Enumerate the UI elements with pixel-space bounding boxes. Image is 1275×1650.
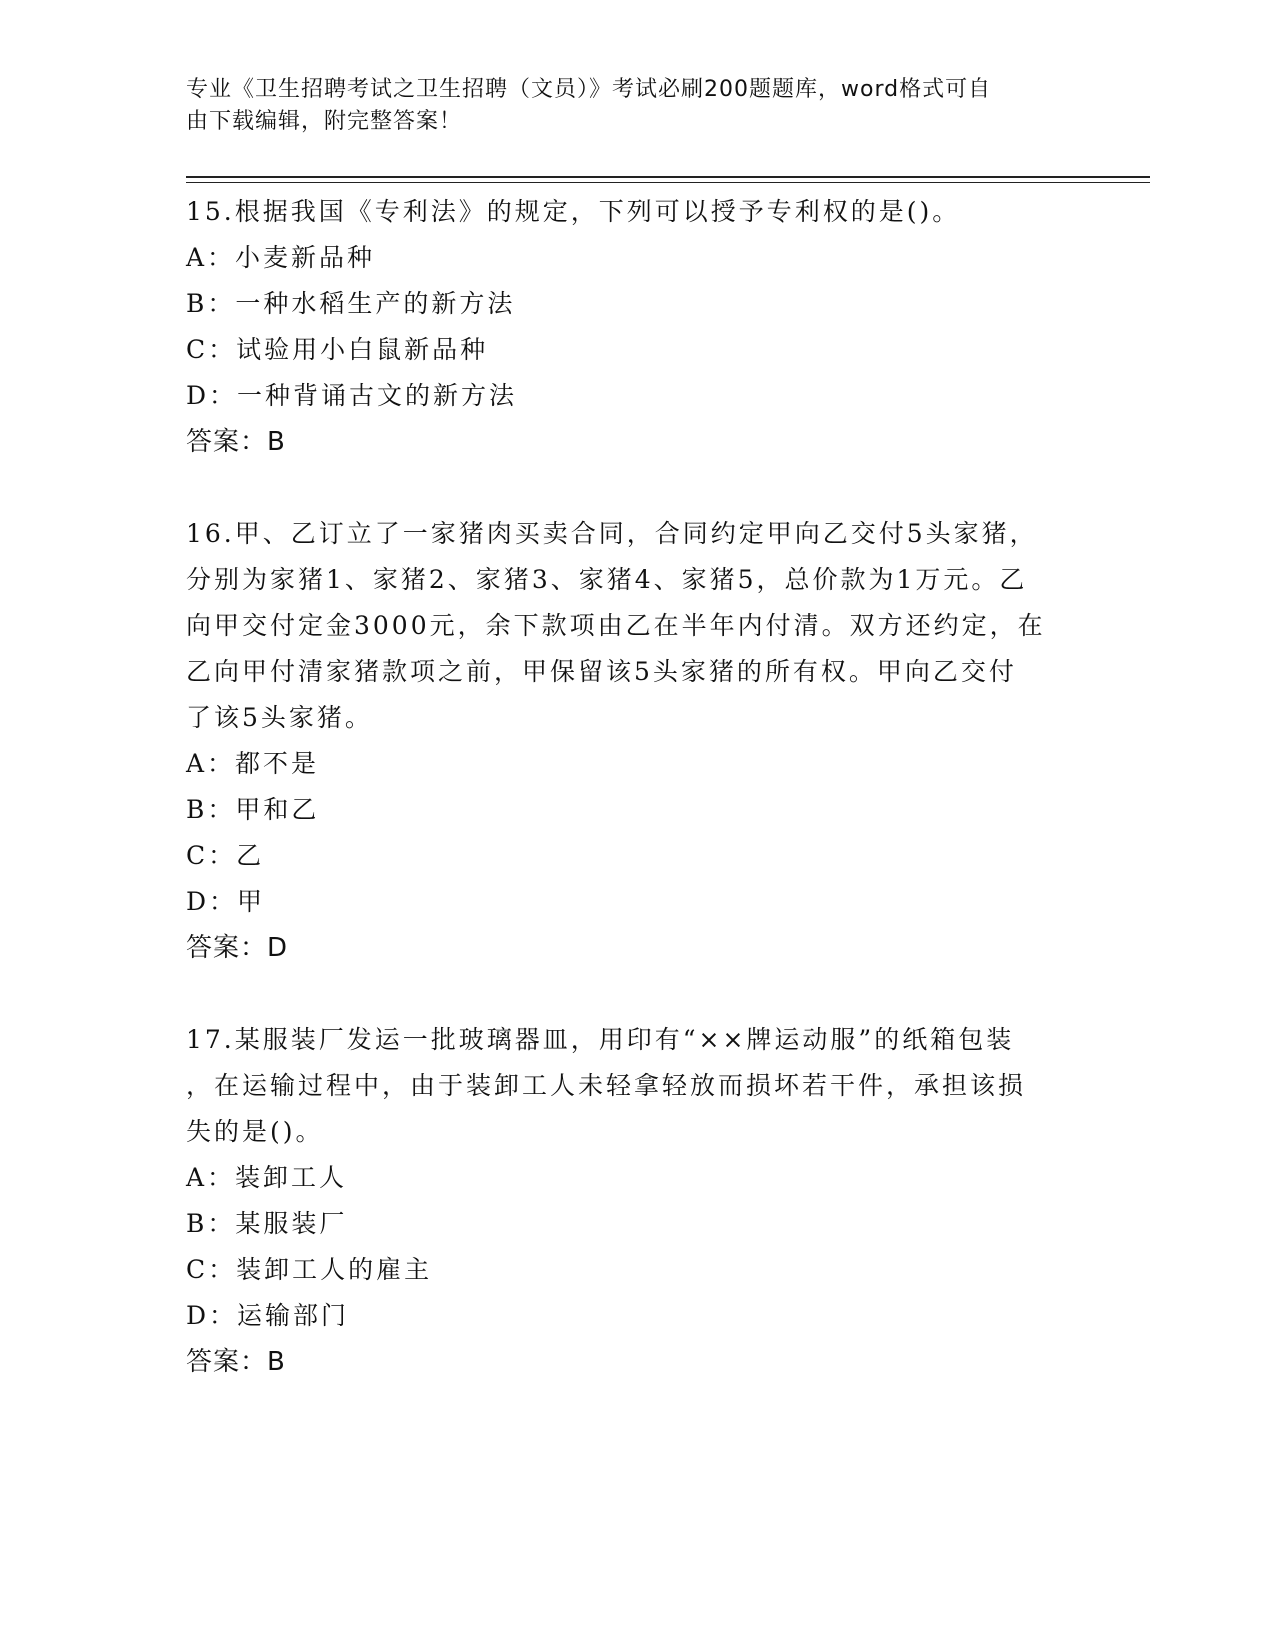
- option-a: A：都不是: [186, 749, 320, 778]
- option-a: A：装卸工人: [186, 1163, 348, 1192]
- question-stem-line: 15.根据我国《专利法》的规定，下列可以授予专利权的是()。: [186, 197, 961, 226]
- question-spacer: [186, 465, 1086, 511]
- question-list: [186, 189, 1086, 1385]
- option-b: B：甲和乙: [186, 795, 320, 824]
- document-header: [186, 74, 1086, 138]
- option-c: C：试验用小白鼠新品种: [186, 335, 489, 364]
- option-c: C：装卸工人的雇主: [186, 1255, 433, 1284]
- option-c: C：乙: [186, 841, 265, 870]
- answer: 答案：D: [186, 933, 289, 963]
- header-line-1: 专业《卫生招聘考试之卫生招聘（文员）》考试必刷200题题库，word格式可自: [186, 77, 992, 102]
- question-16: [186, 511, 1086, 971]
- question-stem-line: 分别为家猪1、家猪2、家猪3、家猪4、家猪5，总价款为1万元。乙: [186, 565, 1028, 594]
- option-b: B：某服装厂: [186, 1209, 348, 1238]
- option-d: D：一种背诵古文的新方法: [186, 381, 518, 410]
- question-spacer: [186, 971, 1086, 1017]
- question-stem-line: ，在运输过程中，由于装卸工人未轻拿轻放而损坏若干件，承担该损: [186, 1071, 1027, 1100]
- question-17: [186, 1017, 1086, 1385]
- question-stem-line: 了该5头家猪。: [186, 703, 373, 732]
- option-a: A：小麦新品种: [186, 243, 376, 272]
- option-d: D：甲: [186, 887, 266, 916]
- header-line-2: 由下载编辑，附完整答案！: [186, 109, 463, 134]
- question-stem-line: 失的是()。: [186, 1117, 324, 1146]
- question-stem-line: 16.甲、乙订立了一家猪肉买卖合同，合同约定甲向乙交付5头家猪，: [186, 519, 1038, 548]
- answer: 答案：B: [186, 1347, 286, 1377]
- question-stem-line: 乙向甲付清家猪款项之前，甲保留该5头家猪的所有权。甲向乙交付: [186, 657, 1017, 686]
- option-b: B：一种水稻生产的新方法: [186, 289, 516, 318]
- header-divider-thin: [186, 182, 1150, 183]
- question-15: [186, 189, 1086, 465]
- option-d: D：运输部门: [186, 1301, 350, 1330]
- question-stem-line: 17.某服装厂发运一批玻璃器皿，用印有“××牌运动服”的纸箱包装: [186, 1025, 1015, 1054]
- question-stem-line: 向甲交付定金3000元，余下款项由乙在半年内付清。双方还约定，在: [186, 611, 1046, 640]
- header-divider-thick: [186, 176, 1150, 178]
- answer: 答案：B: [186, 427, 286, 457]
